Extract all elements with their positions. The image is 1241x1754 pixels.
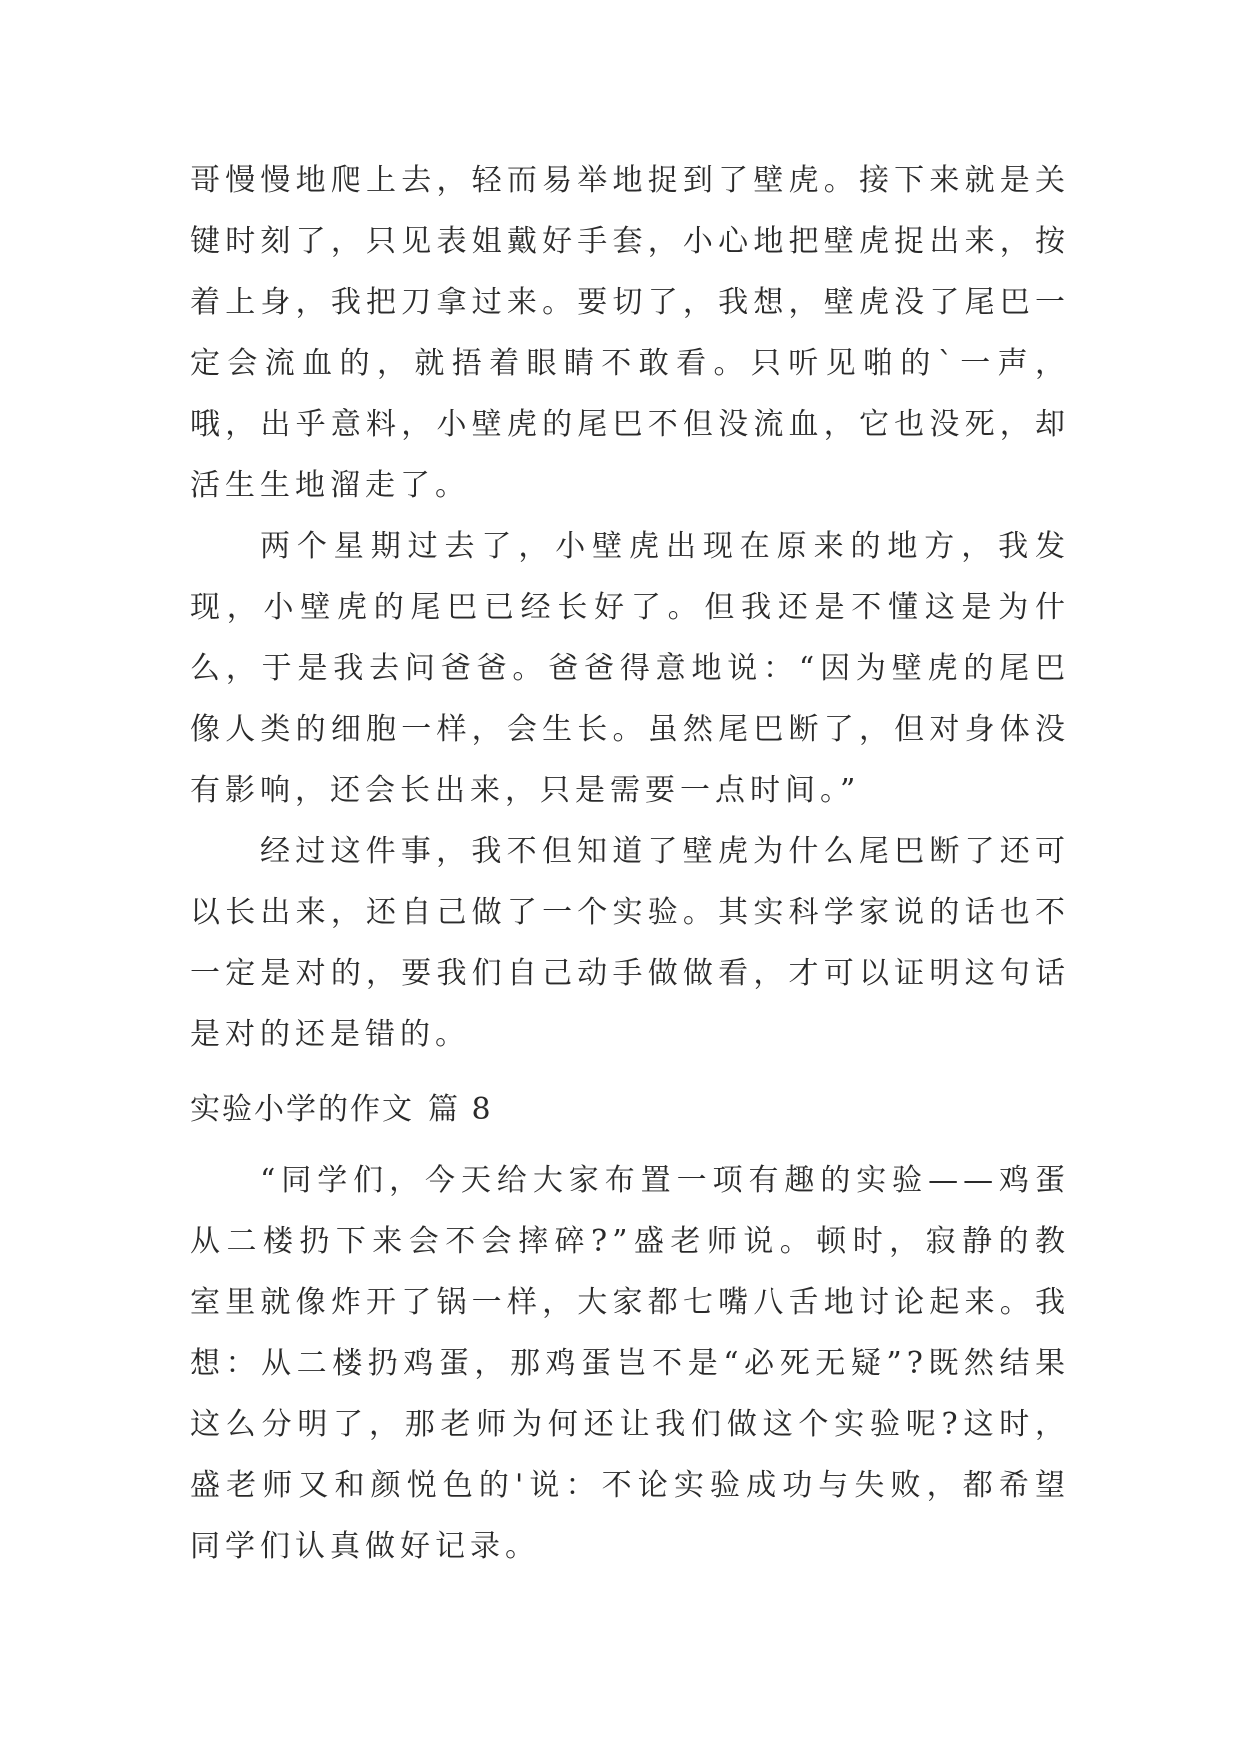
heading-title: 实验小学的作文 bbox=[190, 1092, 414, 1127]
section-2-body bbox=[190, 1150, 1070, 1577]
heading-number: 篇 8 bbox=[428, 1092, 493, 1127]
paragraph-egg-experiment: “同学们，今天给大家布置一项有趣的实验——鸡蛋从二楼扔下来会不会摔碎?”盛老师说。顿时，寂静的教室里就像炸开了锅一样，大家都七嘴八舌地讨论起来。我想：从二楼扔鸡蛋，那鸡蛋岂不是“必死无疑”?既然结果这么分明了，那老师为何还让我们做这个实验呢?这时，盛老师又和颜悦色的'说：不论实验成功与失败，都希望同学们认真做好记录。 bbox=[190, 1163, 1070, 1564]
paragraph-tail-regrowth: 两个星期过去了，小壁虎出现在原来的地方，我发现，小壁虎的尾巴已经长好了。但我还是不懂这是为什么，于是我去问爸爸。爸爸得意地说：“因为壁虎的尾巴像人类的细胞一样，会生长。虽然尾巴断了，但对身体没有影响，还会长出来，只是需要一点时间。” bbox=[190, 529, 1070, 808]
paragraph-conclusion: 经过这件事，我不但知道了壁虎为什么尾巴断了还可以长出来，还自己做了一个实验。其实科学家说的话也不一定是对的，要我们自己动手做做看，才可以证明这句话是对的还是错的。 bbox=[190, 834, 1070, 1052]
section-2-heading bbox=[190, 1090, 493, 1130]
paragraph-gecko-capture: 哥慢慢地爬上去，轻而易举地捉到了壁虎。接下来就是关键时刻了，只见表姐戴好手套，小心地把壁虎捉出来，按着上身，我把刀拿过来。要切了，我想，壁虎没了尾巴一定会流血的，就捂着眼睛不敢看。只听见啪的`一声，哦，出乎意料，小壁虎的尾巴不但没流血，它也没死，却活生生地溜走了。 bbox=[190, 163, 1070, 503]
section-1-body bbox=[190, 150, 1070, 1065]
